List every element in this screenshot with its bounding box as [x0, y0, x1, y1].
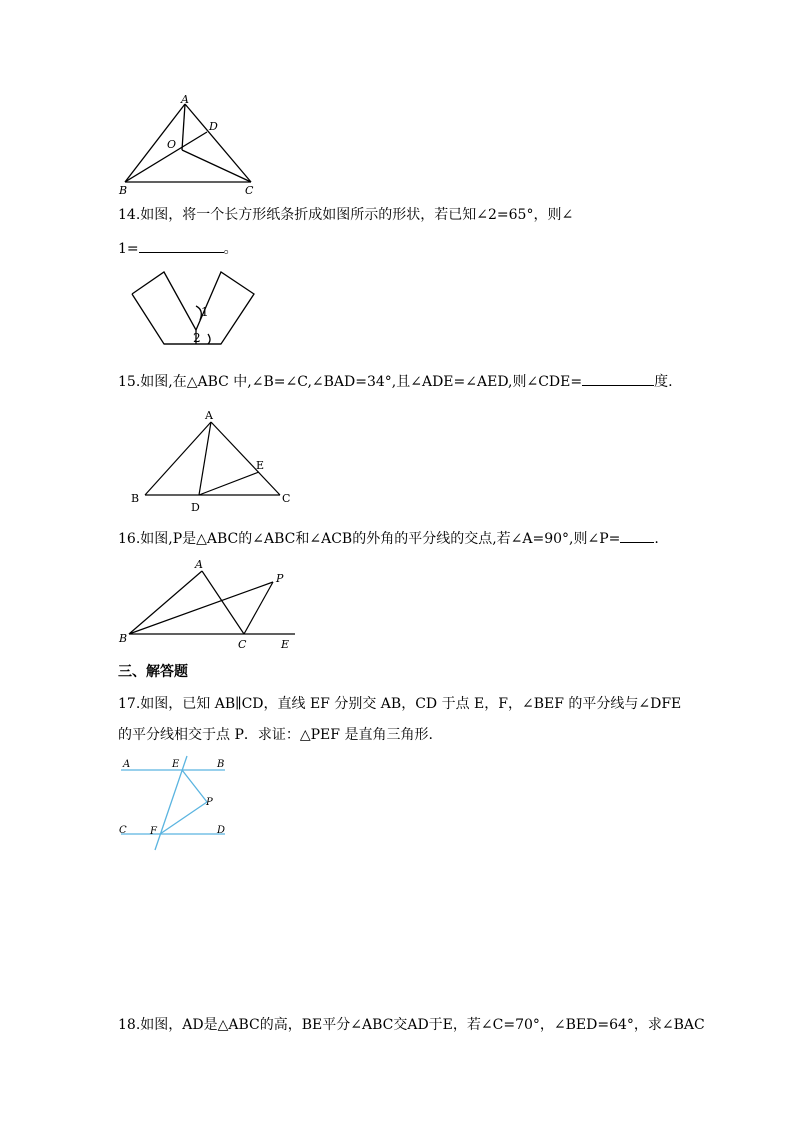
fig13-seg-bd	[125, 132, 207, 182]
fig13-seg-co	[182, 150, 251, 182]
fig14-angle2-arc	[208, 334, 210, 344]
q15-answer-blank[interactable]	[582, 371, 654, 386]
fig16-label-b: B	[119, 632, 128, 645]
section-title-answers: 三、解答题	[118, 664, 188, 680]
fig13-label-b: B	[119, 184, 128, 197]
q18-text-line1: 18.如图，AD是△ABC的高，BE平分∠ABC交AD于E，若∠C=70°，∠BED=64°，求∠BAC	[118, 1017, 705, 1033]
fig17-label-e: E	[172, 759, 180, 770]
fig17-seg-ep	[182, 770, 207, 802]
fig16-seg-cp	[244, 582, 273, 634]
fig17-diagram	[115, 752, 235, 854]
q16-text	[118, 528, 659, 549]
fig15-diagram	[125, 404, 300, 516]
fig16-diagram	[115, 555, 300, 653]
fig13-seg-ac	[185, 104, 251, 182]
fig14-diagram	[128, 268, 258, 348]
fig16-seg-bp	[129, 582, 273, 634]
q15-text	[118, 371, 673, 392]
fig17-label-c: C	[119, 825, 127, 836]
q14-text-prefix: 1=	[118, 241, 139, 257]
q14-line2	[118, 238, 238, 259]
fig13-label-c: C	[245, 184, 254, 197]
fig15-seg-ac	[211, 422, 280, 495]
q16-answer-blank[interactable]	[620, 528, 654, 543]
fig16-seg-ba	[129, 571, 202, 634]
fig14-label-1: 1	[201, 305, 209, 319]
fig15-label-c: C	[282, 492, 291, 505]
q14-line1	[118, 205, 573, 225]
fig15-label-e: E	[256, 459, 265, 472]
q15-text-prefix: 15.如图,在△ABC 中,∠B=∠C,∠BAD=34°,且∠ADE=∠AED,则∠CDE=	[118, 374, 583, 390]
q17-text-line1: 17.如图，已知 AB∥CD，直线 EF 分别交 AB，CD 于点 E，F，∠BEF 的平分线与∠DFE	[118, 696, 682, 712]
fig17-label-p: P	[206, 797, 213, 808]
fig16-label-p: P	[276, 572, 284, 585]
fig15-seg-de	[199, 472, 259, 495]
q14-text-line1: 14.如图，将一个长方形纸条折成如图所示的形状，若已知∠2=65°，则∠	[118, 207, 574, 223]
fig16-label-e: E	[281, 638, 290, 651]
fig15-label-b: B	[131, 492, 140, 505]
fig17-label-a: A	[123, 759, 131, 770]
q16-text-prefix: 16.如图,P是△ABC的∠ABC和∠ACB的外角的平分线的交点,若∠A=90°,则∠P=	[118, 531, 621, 547]
fig13-label-d: D	[209, 120, 218, 133]
q14-answer-blank[interactable]	[139, 238, 224, 253]
fig16-label-a: A	[195, 558, 203, 571]
q16-text-suffix: .	[654, 531, 659, 547]
fig13-seg-oa	[182, 104, 185, 150]
fig16-seg-ac	[202, 571, 244, 634]
q17-line1	[118, 694, 681, 714]
q18-line1	[118, 1015, 705, 1035]
q17-line2	[118, 725, 433, 745]
fig15-label-d: D	[191, 501, 200, 514]
q17-text-line2: 的平分线相交于点 P．求证：△PEF 是直角三角形.	[118, 727, 433, 743]
fig13-label-a: A	[181, 93, 189, 106]
fig16-label-c: C	[238, 638, 247, 651]
fig13-diagram	[115, 92, 265, 197]
fig13-label-o: O	[167, 138, 177, 151]
q14-text-suffix: 。	[223, 241, 238, 257]
q15-text-suffix: 度.	[654, 374, 673, 390]
fig17-label-d: D	[217, 825, 226, 836]
fig15-label-a: A	[205, 409, 213, 422]
fig17-seg-fp	[160, 802, 207, 834]
fig17-label-f: F	[150, 826, 157, 837]
fig14-label-2: 2	[193, 331, 201, 345]
fig17-label-b: B	[217, 759, 225, 770]
